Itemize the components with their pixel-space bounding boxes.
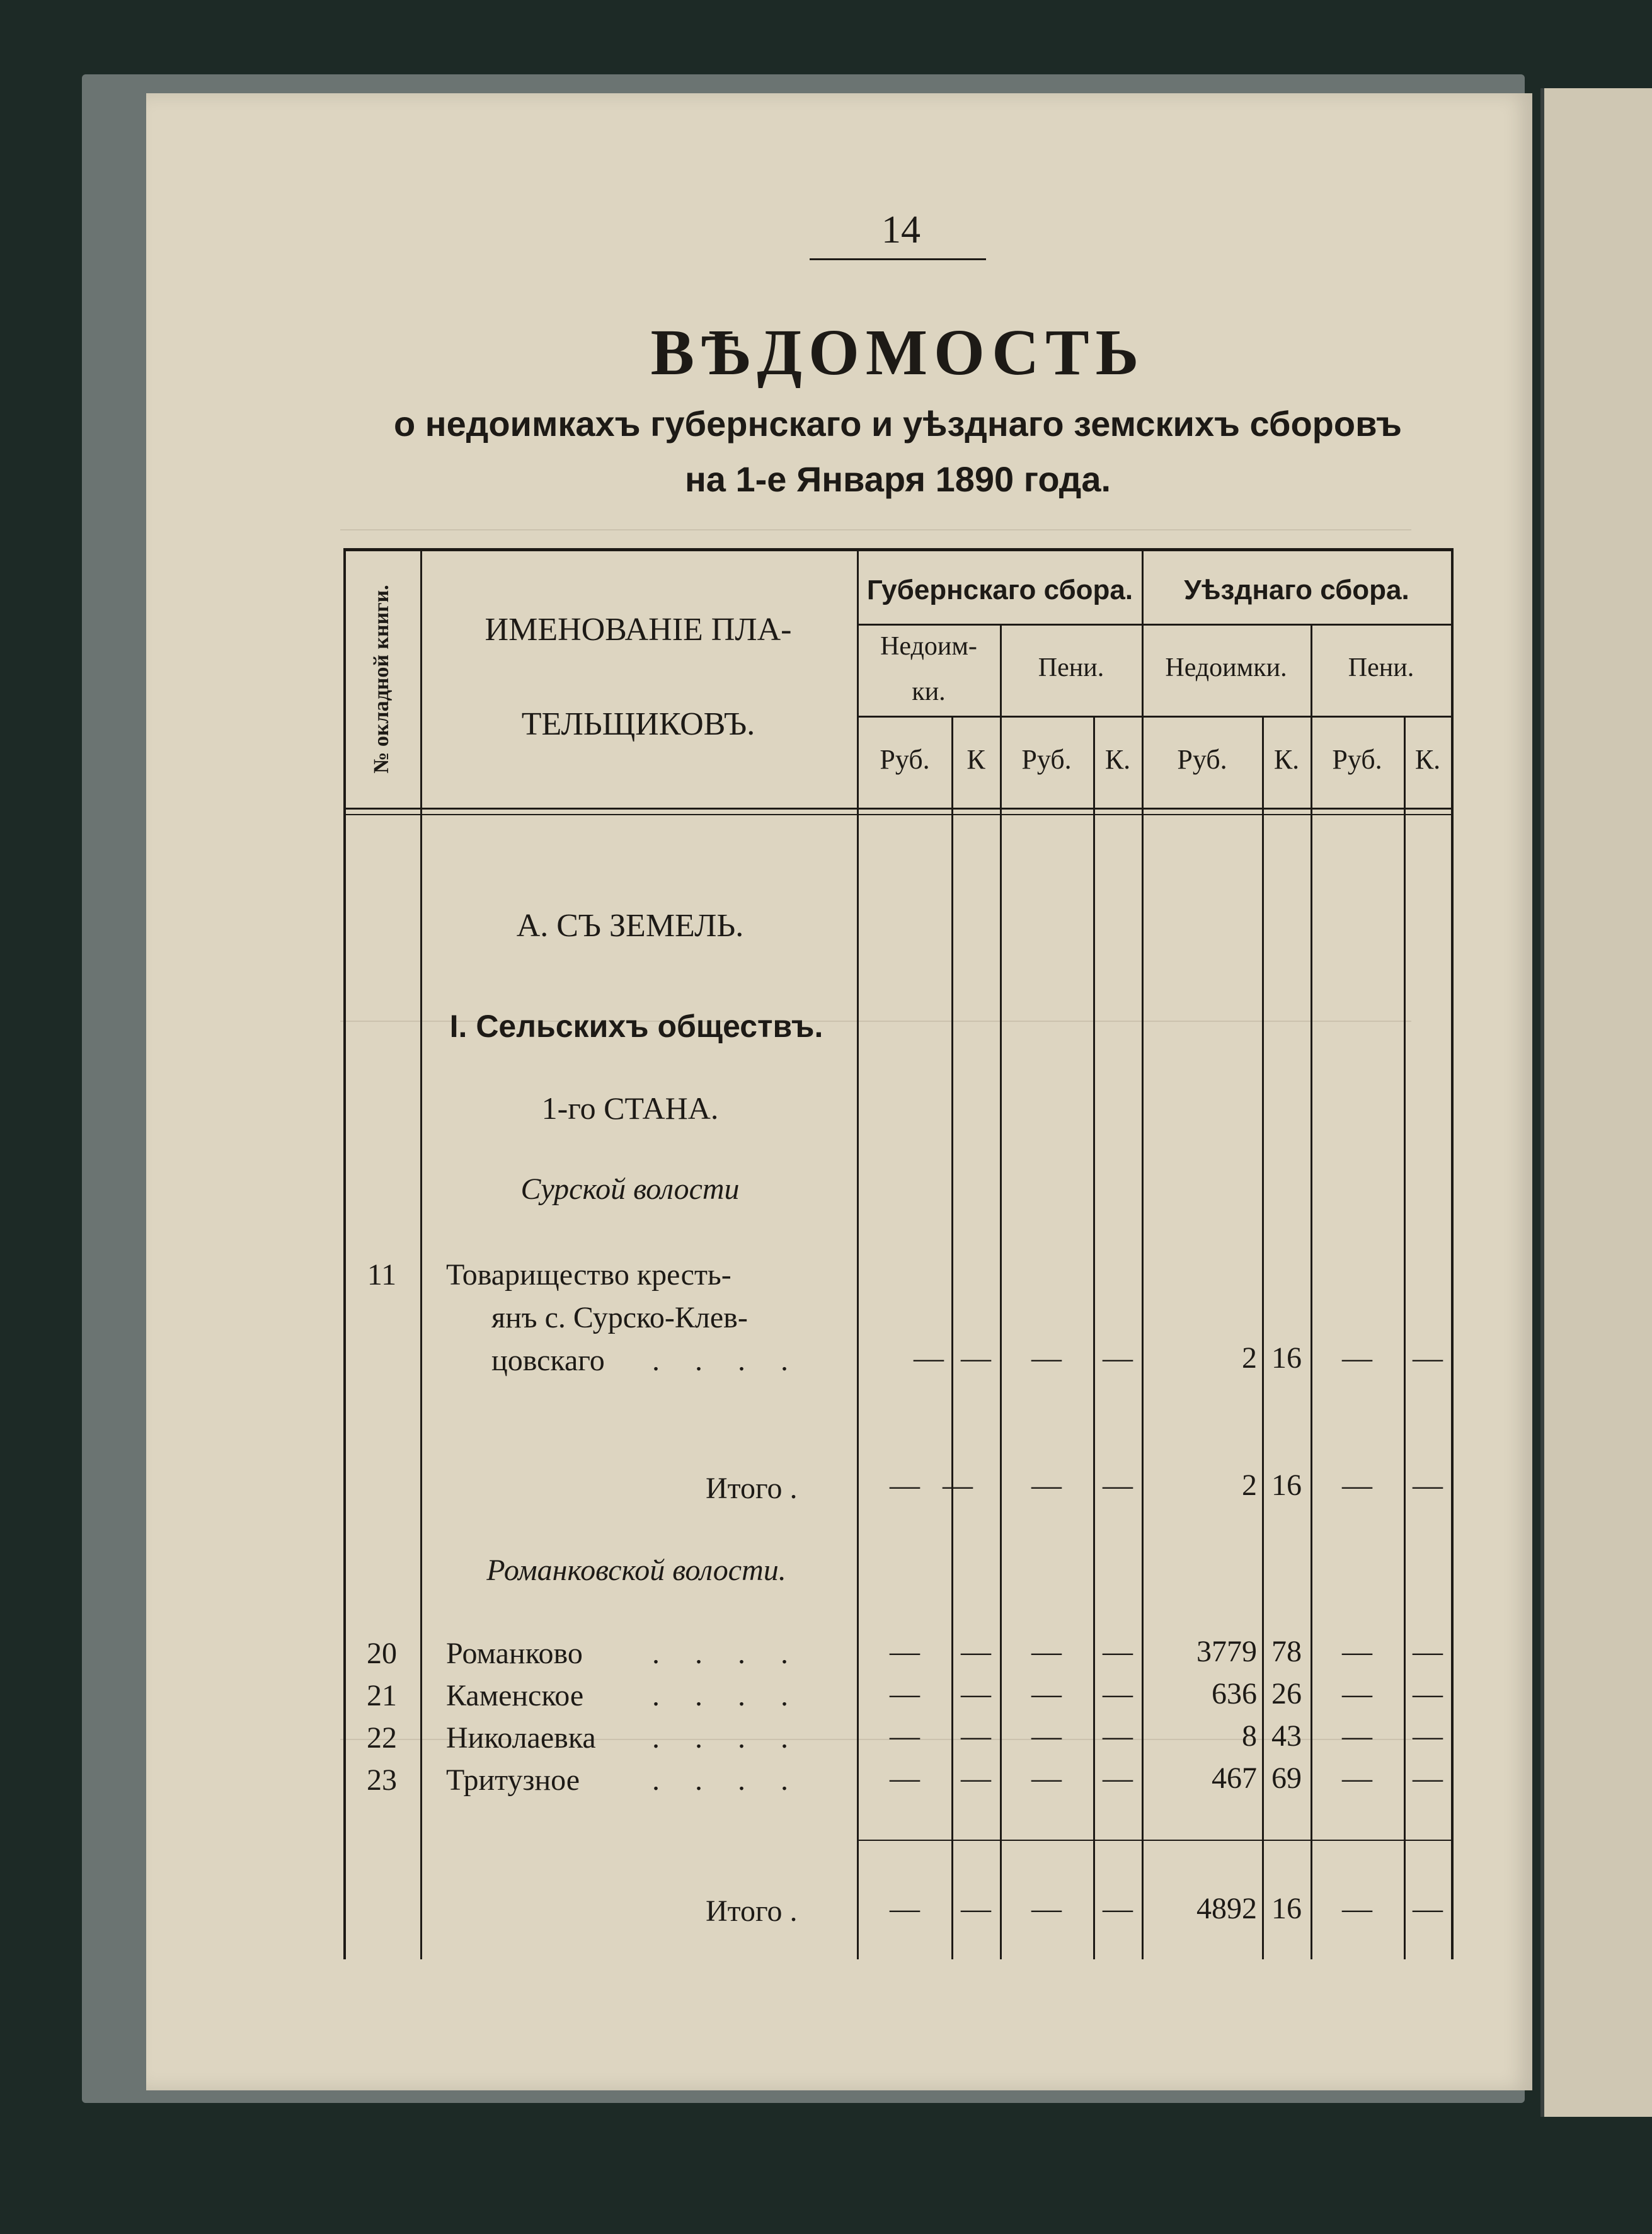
table-left-border [343,548,346,1959]
header-uezd: Уѣзднаго сбора. [1184,575,1409,605]
book-number: 23 [367,1763,397,1797]
col-divider-no [420,548,422,1959]
dash: — [1103,1761,1133,1795]
leader-dots: . . . . [652,1344,802,1377]
book-number: 22 [367,1721,397,1755]
payer-name: Тритузное [446,1763,580,1797]
total-uezd-rub: 2 [1242,1469,1257,1502]
payer-name: Романково [446,1637,583,1670]
dash: — [961,1635,991,1668]
section-heading-a: А. СЪ ЗЕМЕЛЬ. [516,908,744,944]
facing-page-edge [1540,88,1652,2117]
dash: — [1342,1761,1372,1795]
payer-name-line-3: цовскаго [491,1344,605,1377]
col-divider-kop2 [1093,716,1095,1959]
book-number: 11 [367,1258,397,1292]
dash: — [1031,1892,1062,1925]
dash: — [1342,1469,1372,1502]
dash: — [1031,1469,1062,1502]
uezd-rub: 8 [1242,1719,1257,1753]
header-name-2: ТЕЛЬЩИКОВЪ. [521,706,755,742]
uezd-kop: 43 [1271,1719,1302,1753]
leader-dots: . . . . [652,1637,802,1670]
header-rub-4: Руб. [1332,744,1382,775]
gub-uezd-rule [857,624,1454,626]
header-rub-3: Руб. [1177,744,1227,775]
dash: — [1031,1761,1062,1795]
col-divider-kop4 [1404,716,1406,1959]
header-peni-uezd: Пени. [1348,653,1414,682]
dash: — [914,1341,944,1375]
col-divider-peni1 [1000,624,1002,1959]
dash: — [1103,1719,1133,1753]
dash: — [1031,1677,1062,1710]
col-divider-name [857,548,859,1959]
payer-name: Каменское [446,1679,584,1712]
dash: — [1103,1892,1133,1925]
subtitle-line-1: о недоимкахъ губернскаго и уѣзднаго земскихъ сборовъ [394,404,1402,444]
dash: — [890,1719,920,1753]
dash: — [1413,1892,1443,1925]
header-kop-1: К [967,744,985,775]
page-number: 14 [881,209,921,251]
bleed-through-mark [340,529,1411,530]
uezd-rub: 2 [1242,1341,1257,1375]
dash: — [1103,1341,1133,1375]
dash: — [1103,1677,1133,1710]
leader-dots: . . . . [652,1679,802,1712]
subtitle-line-2: на 1-е Января 1890 года. [684,459,1111,499]
header-peni-gub: Пени. [1038,653,1104,682]
dash: — [961,1761,991,1795]
dash: — [1413,1341,1443,1375]
leader-dots: . . . . [652,1721,802,1755]
dash: — [961,1719,991,1753]
dash: — [1342,1635,1372,1668]
page-number-rule [810,258,986,260]
total-rule [857,1840,1454,1841]
col-divider-kop3 [1262,716,1264,1959]
book-number: 21 [367,1679,397,1712]
header-rub-2: Руб. [1021,744,1072,775]
stan-heading: 1-го СТАНА. [541,1091,719,1126]
volost-heading: Романковской волости. [486,1554,786,1587]
header-kop-4: К. [1414,744,1441,775]
book-page [146,93,1532,2090]
table-right-border [1451,548,1454,1959]
dash: — [1413,1469,1443,1502]
header-gub: Губернскаго сбора. [866,575,1133,605]
uezd-rub: 3779 [1196,1635,1257,1668]
header-bottom-rule-2 [343,814,1454,815]
leader-dots: . . . . [652,1763,802,1797]
dash: — [1413,1761,1443,1795]
dash: — [1413,1677,1443,1710]
total-label: Итого . [706,1472,798,1505]
uezd-rub: 467 [1212,1761,1257,1795]
total-label: Итого . [706,1894,798,1928]
table-top-rule [343,548,1454,551]
uezd-kop: 26 [1271,1677,1302,1710]
dash: — [961,1341,991,1375]
section-heading-1: I. Сельскихъ обществъ. [449,1009,823,1044]
dash: — [1413,1635,1443,1668]
payer-name-line-1: Товарищество кресть- [446,1258,731,1292]
units-rule [857,716,1454,718]
header-bottom-rule [343,808,1454,810]
col-divider-kop1 [951,716,953,1959]
header-kop-2: К. [1104,744,1131,775]
volost-heading: Сурской волости [520,1172,740,1206]
dash: — [961,1892,991,1925]
page-title: ВѢДОМОСТЬ [650,316,1145,389]
uezd-kop: 78 [1271,1635,1302,1668]
total-uezd-rub: 4892 [1196,1892,1257,1925]
payer-name-line-2: янъ с. Сурско-Клев- [491,1301,748,1334]
dash: — [1031,1719,1062,1753]
dash: — [890,1635,920,1668]
dash: — [1103,1635,1133,1668]
uezd-kop: 16 [1271,1341,1302,1375]
dash: — [1342,1341,1372,1375]
header-nedoimki-uezd: Недоимки. [1165,653,1287,682]
col-divider-uezd [1142,548,1144,1959]
payer-name: Николаевка [446,1721,596,1755]
dash: — [890,1892,920,1925]
dash: — [943,1469,973,1502]
dash: — [1342,1892,1372,1925]
header-book-number: № окладной книги. [370,585,393,774]
header-nedoim-2: ки. [912,677,946,706]
dash: — [1031,1635,1062,1668]
col-divider-peni2 [1311,624,1312,1959]
uezd-rub: 636 [1212,1677,1257,1710]
dash: — [890,1761,920,1795]
dash: — [890,1469,920,1502]
book-number: 20 [367,1637,397,1670]
header-rub-1: Руб. [880,744,930,775]
total-uezd-kop: 16 [1271,1469,1302,1502]
dash: — [1031,1341,1062,1375]
dash: — [961,1677,991,1710]
dash: — [1413,1719,1443,1753]
uezd-kop: 69 [1271,1761,1302,1795]
header-kop-3: К. [1273,744,1300,775]
header-nedoim-1: Недоим- [880,632,977,661]
dash: — [890,1677,920,1710]
dash: — [1342,1677,1372,1710]
dash: — [1103,1469,1133,1502]
header-name-1: ИМЕНОВАНIЕ ПЛА- [485,612,792,648]
dash: — [1342,1719,1372,1753]
total-uezd-kop: 16 [1271,1892,1302,1925]
